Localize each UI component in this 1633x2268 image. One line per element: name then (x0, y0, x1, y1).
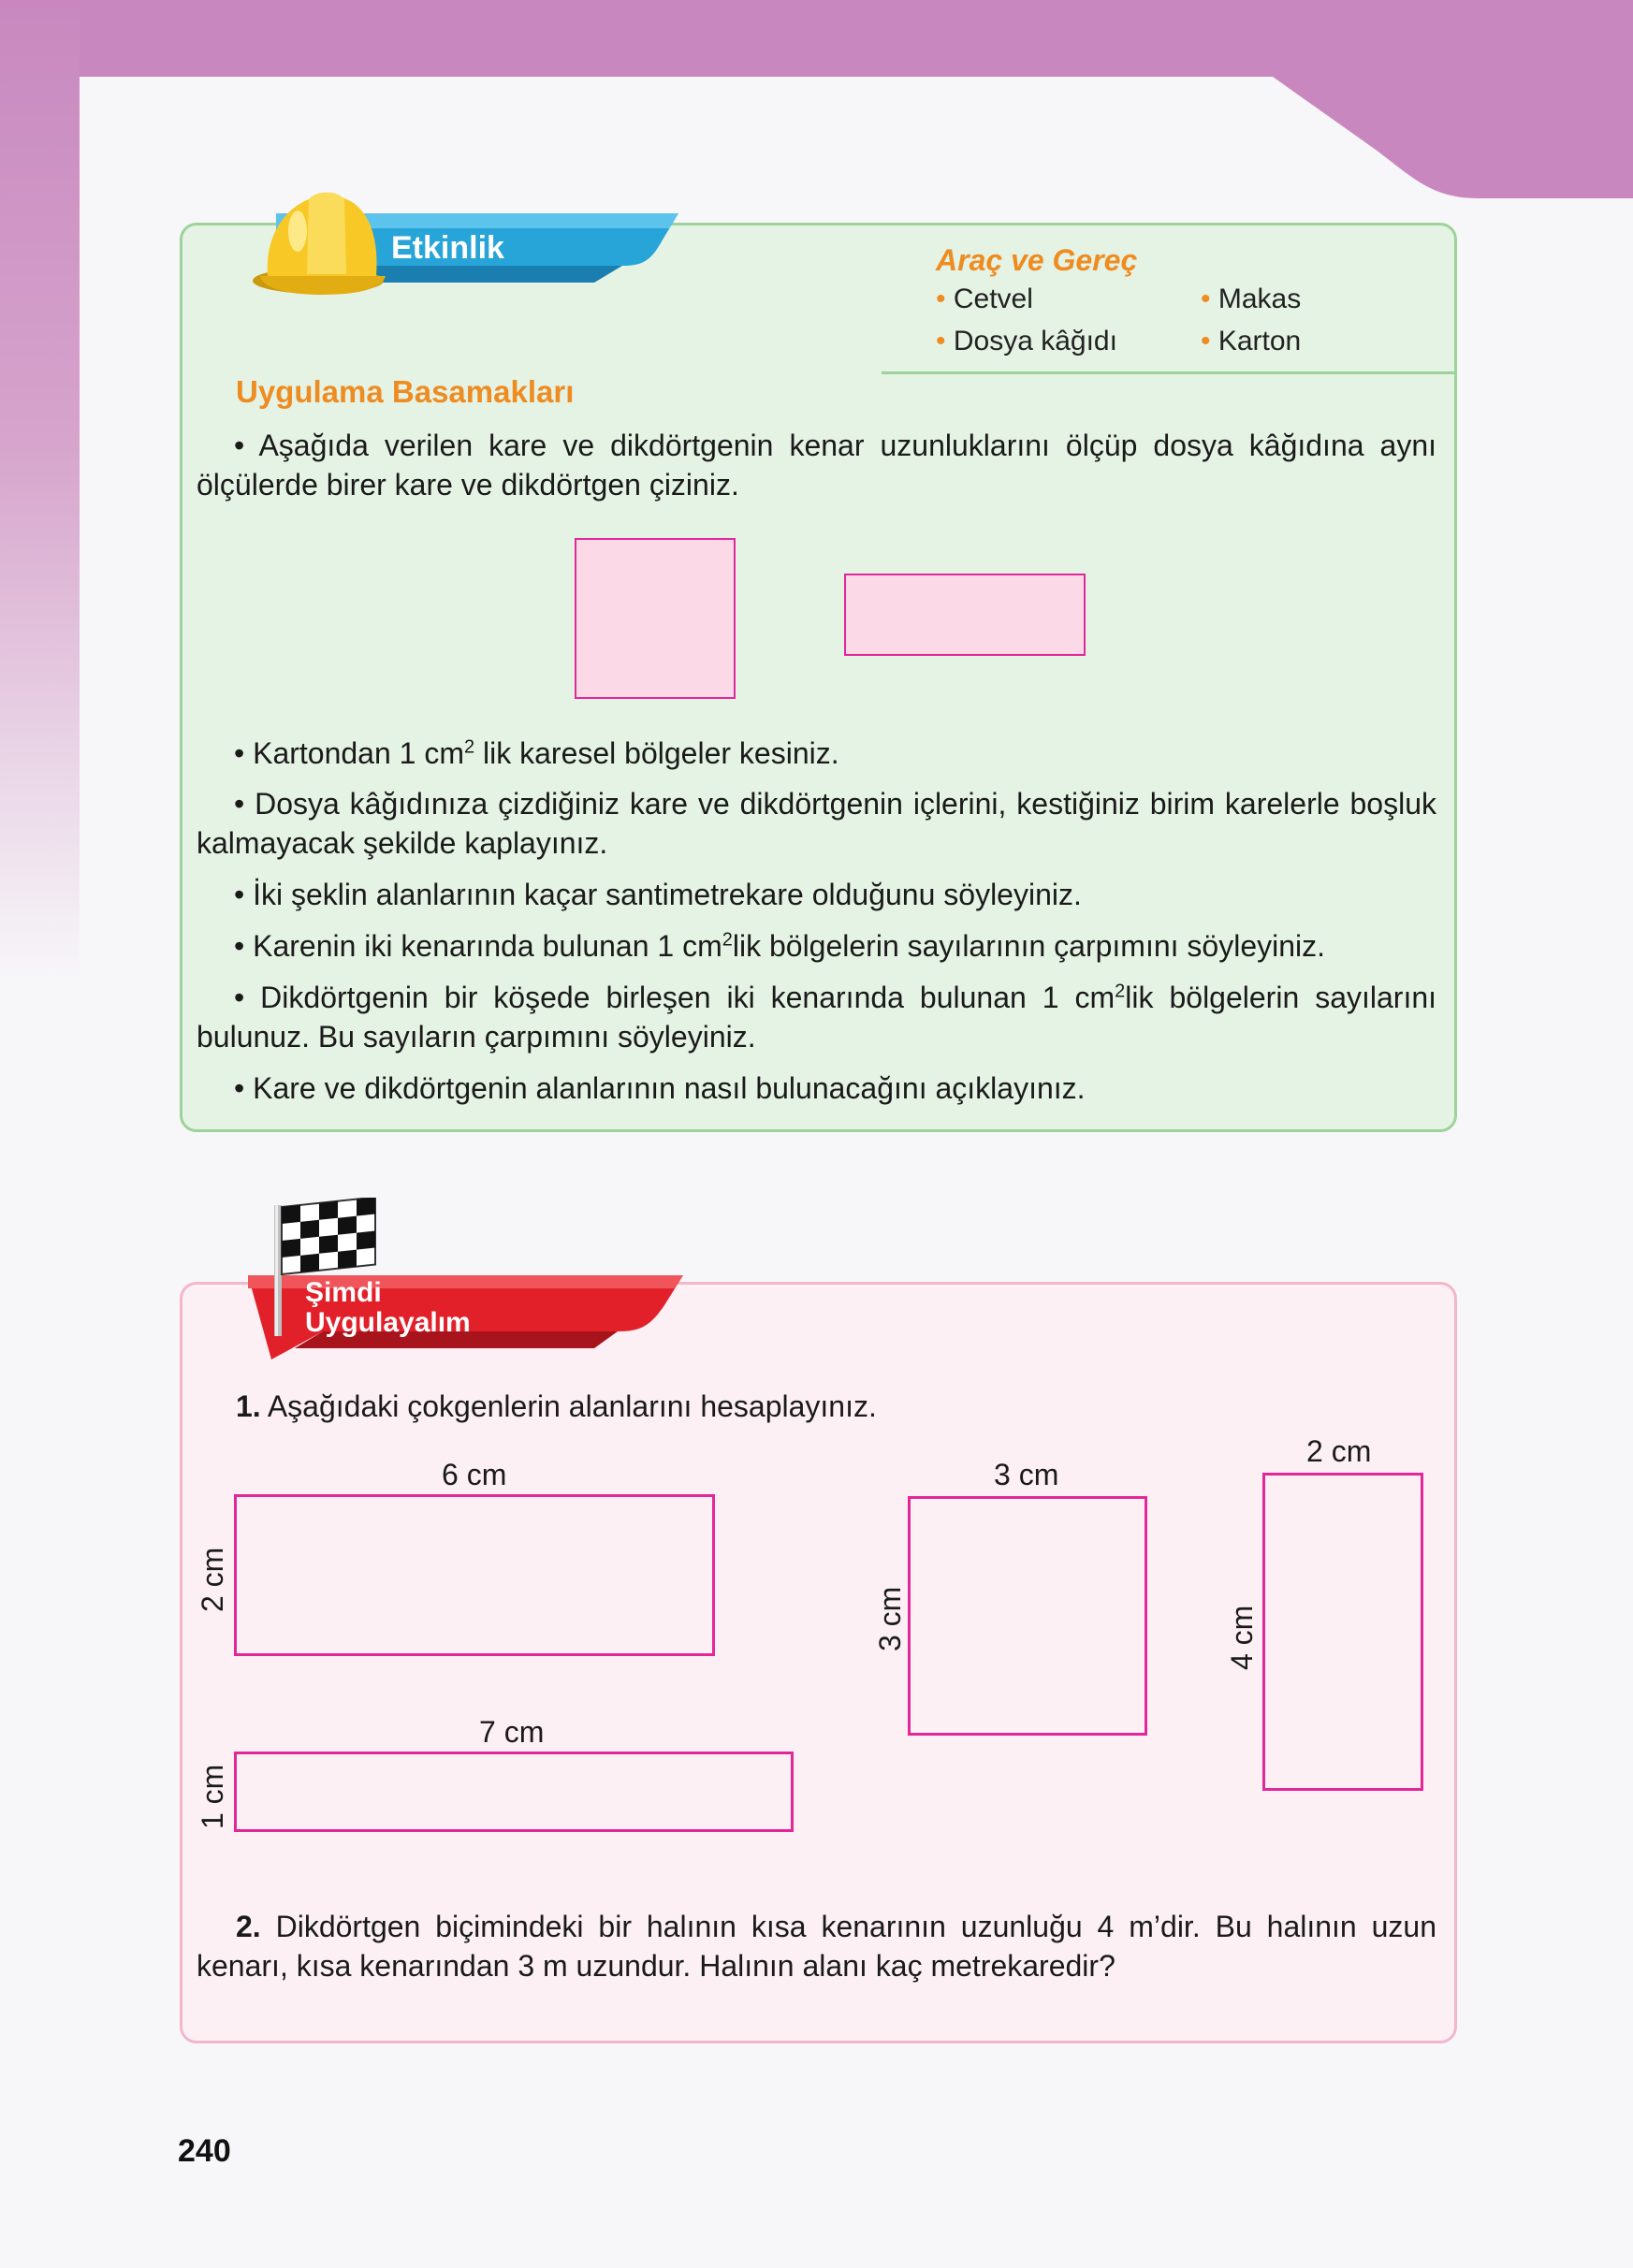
square (908, 1496, 1147, 1736)
rect-b-height-label: 1 cm (196, 1764, 229, 1829)
tools-title: Araç ve Gereç (936, 243, 1138, 277)
question-1: 1. Aşağıdaki çokgenlerin alanlarını hesaplayınız. (236, 1389, 877, 1423)
rect-c-width-label: 2 cm (1306, 1434, 1372, 1468)
step-2: • Kartondan 1 $cm^2$ lik karesel bölgeler kesiniz. (234, 736, 839, 770)
tool-item: • Cetvel (936, 284, 1033, 314)
tool-item: • Karton (1201, 326, 1302, 356)
page-number: 240 (178, 2133, 231, 2169)
rect-a-height-label: 2 cm (196, 1547, 229, 1612)
activity-square (575, 538, 736, 699)
rect-a-width-label: 6 cm (442, 1458, 507, 1491)
tool-item: • Makas (1201, 284, 1302, 314)
step-1: • Aşağıda verilen kare ve dikdörtgenin kenar uzunluklarını ölçüp dosya kâğıdına aynı ölçülerde birer kare ve dikdörtgen çiziniz. (197, 429, 1437, 502)
rect-c (1262, 1473, 1423, 1791)
activity-rectangle (844, 574, 1086, 656)
simdi-label (305, 1278, 471, 1338)
square-width-label: 3 cm (994, 1458, 1059, 1491)
tools-divider (882, 371, 1454, 374)
step-4: • İki şeklin alanlarının kaçar santimetrekare olduğunu söyleyiniz. (234, 878, 1082, 911)
step-5: • Karenin iki kenarında bulunan 1 $cm^2lik$ bölgelerin sayılarının çarpımını söyleyiniz. (234, 929, 1326, 963)
step-6: • Dikdörtgenin bir köşede birleşen iki kenarında bulunan 1 $cm^2lik$ bölgelerin sayılarını bulunuz. Bu sayıların çarpımını söyleyiniz. (197, 981, 1437, 1054)
step-7: • Kare ve dikdörtgenin alanlarının nasıl bulunacağını açıklayınız. (234, 1071, 1086, 1105)
rect-c-height-label: 4 cm (1225, 1605, 1259, 1670)
rect-a (234, 1494, 715, 1656)
hard-hat-icon (251, 182, 391, 299)
question-2: 2. Dikdörtgen biçimindeki bir halının kısa kenarının uzunluğu 4 m’dir. Bu halının uzun kenarı, kısa kenarından 3 m uzundur. Halının alanı kaç metrekaredir? (197, 1910, 1437, 1983)
rect-b (234, 1752, 794, 1832)
left-band (0, 0, 80, 982)
simdi-label-line1: Şimdi (305, 1277, 382, 1308)
simdi-label-line2: Uygulayalım (305, 1307, 471, 1338)
rect-b-width-label: 7 cm (479, 1715, 545, 1749)
step-3: • Dosya kâğıdınıza çizdiğiniz kare ve dikdörtgenin içlerini, kestiğiniz birim karelerle boşluk kalmayacak şekilde kaplayınız. (197, 787, 1437, 860)
etkinlik-label: Etkinlik (391, 230, 504, 266)
tool-item: • Dosya kâğıdı (936, 326, 1117, 356)
corner-decoration (1254, 0, 1633, 198)
square-height-label: 3 cm (873, 1586, 907, 1651)
steps-title: Uygulama Basamakları (236, 374, 575, 409)
